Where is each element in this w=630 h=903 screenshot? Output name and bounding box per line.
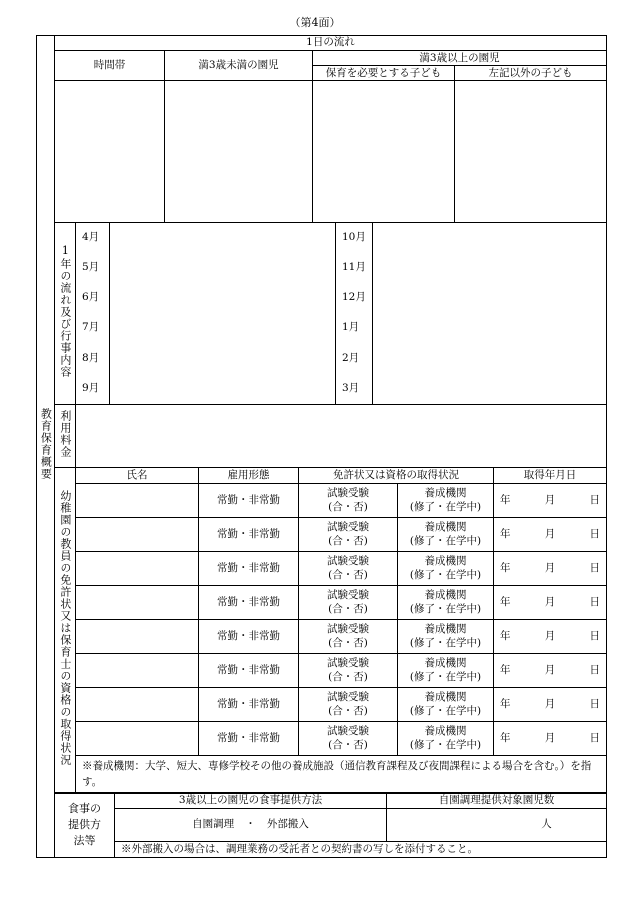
col-need-care: 保育を必要とする子ども [313,66,455,81]
staff-label: 幼稚園の教員の免許状又は保育士の資格の取得状況 [58,490,72,767]
month-label: 7月 [76,313,110,343]
meal-method-options[interactable] [115,809,387,842]
col-name: 氏名 [76,468,199,484]
staff-row [55,484,607,518]
meal-count-unit: 人 [541,818,552,831]
staff-row [55,688,607,722]
staff-name-cell[interactable] [76,620,199,654]
option-outsourced[interactable]: 外部搬入 [266,818,309,831]
fee-content[interactable] [76,405,607,468]
staff-name-cell[interactable] [76,722,199,756]
school-status[interactable]: 養成機関 (修了・在学中) [398,688,494,722]
staff-row [55,654,607,688]
acquired-date[interactable]: 年 月 日 [494,518,607,552]
fee-table [54,404,607,468]
months-left-content[interactable] [110,223,336,405]
section-label: 教育保育概要 [39,408,53,481]
month-label: 6月 [76,283,110,313]
meal-count-cell[interactable] [387,809,607,842]
staff-row [55,722,607,756]
col-meal-method: 3歳以上の園児の食事提供方法 [115,793,387,809]
meals-table [54,792,607,858]
school-status[interactable]: 養成機関 (修了・在学中) [398,586,494,620]
school-status[interactable]: 養成機関 (修了・在学中) [398,484,494,518]
school-status[interactable]: 養成機関 (修了・在学中) [398,654,494,688]
exam-status[interactable]: 試験受験 (合・否) [299,484,398,518]
school-status[interactable]: 養成機関 (修了・在学中) [398,620,494,654]
exam-status[interactable]: 試験受験 (合・否) [299,688,398,722]
meals-note: ※外部搬入の場合は、調理業務の受託者との契約書の写しを添付すること。 [115,841,607,857]
school-status[interactable]: 養成機関 (修了・在学中) [398,552,494,586]
month-label: 5月 [76,253,110,283]
col-employment: 雇用形態 [199,468,299,484]
col-license: 免許状又は資格の取得状況 [299,468,494,484]
col-time: 時間帯 [55,51,165,81]
col-meal-count: 自園調理提供対象園児数 [387,793,607,809]
daily-flow-table [54,35,607,223]
acquired-date[interactable]: 年 月 日 [494,722,607,756]
staff-name-cell[interactable] [76,586,199,620]
acquired-date[interactable]: 年 月 日 [494,552,607,586]
acquired-date[interactable]: 年 月 日 [494,620,607,654]
month-label: 10月 [336,223,373,253]
employment-type[interactable]: 常勤・非常勤 [199,586,299,620]
exam-status[interactable]: 試験受験 (合・否) [299,586,398,620]
month-label: 12月 [336,283,373,313]
under3-cell[interactable] [165,81,313,223]
page-number: （第4面） [289,16,341,29]
month-label: 3月 [336,373,373,404]
acquired-date[interactable]: 年 月 日 [494,586,607,620]
option-separator: ・ [245,818,256,831]
exam-status[interactable]: 試験受験 (合・否) [299,620,398,654]
option-in-house[interactable]: 自園調理 [192,818,235,831]
other-cell[interactable] [455,81,607,223]
col-over3: 満3歳以上の園児 [313,51,607,66]
daily-flow-title: 1日の流れ [55,36,607,51]
staff-name-cell[interactable] [76,484,199,518]
time-cell[interactable] [55,81,165,223]
staff-row [55,552,607,586]
exam-status[interactable]: 試験受験 (合・否) [299,654,398,688]
school-status[interactable]: 養成機関 (修了・在学中) [398,722,494,756]
yearly-label: 1年の流れ及び行事内容 [58,244,72,379]
acquired-date[interactable]: 年 月 日 [494,688,607,722]
employment-type[interactable]: 常勤・非常勤 [199,620,299,654]
col-under3: 満3歳未満の園児 [165,51,313,81]
staff-note: ※養成機関：大学、短大、専修学校その他の養成施設（通信教育課程及び夜間課程による場合を含む。）を指す。 [76,756,607,794]
month-label: 9月 [76,373,110,404]
month-label: 11月 [336,253,373,283]
staff-name-cell[interactable] [76,518,199,552]
need-care-cell[interactable] [313,81,455,223]
exam-status[interactable]: 試験受験 (合・否) [299,552,398,586]
fee-label: 利用料金 [58,409,72,458]
staff-name-cell[interactable] [76,688,199,722]
staff-row [55,586,607,620]
month-label: 2月 [336,343,373,373]
employment-type[interactable]: 常勤・非常勤 [199,722,299,756]
col-other: 左記以外の子ども [455,66,607,81]
staff-name-cell[interactable] [76,654,199,688]
yearly-flow-table [54,222,607,405]
acquired-date[interactable]: 年 月 日 [494,654,607,688]
staff-row [55,518,607,552]
employment-type[interactable]: 常勤・非常勤 [199,654,299,688]
staff-table [54,467,607,794]
yearly-label-cell [55,223,76,405]
staff-row [55,620,607,654]
month-label: 4月 [76,223,110,253]
section-label-cell [37,36,55,858]
employment-type[interactable]: 常勤・非常勤 [199,688,299,722]
months-right-content[interactable] [373,223,607,405]
acquired-date[interactable]: 年 月 日 [494,484,607,518]
exam-status[interactable]: 試験受験 (合・否) [299,722,398,756]
fee-label-cell [55,405,76,468]
school-status[interactable]: 養成機関 (修了・在学中) [398,518,494,552]
staff-label-cell [55,468,76,794]
col-date: 取得年月日 [494,468,607,484]
exam-status[interactable]: 試験受験 (合・否) [299,518,398,552]
meals-label: 食事の提供方法等 [55,793,115,858]
month-label: 1月 [336,313,373,343]
employment-type[interactable]: 常勤・非常勤 [199,552,299,586]
employment-type[interactable]: 常勤・非常勤 [199,518,299,552]
staff-name-cell[interactable] [76,552,199,586]
employment-type[interactable]: 常勤・非常勤 [199,484,299,518]
month-label: 8月 [76,343,110,373]
